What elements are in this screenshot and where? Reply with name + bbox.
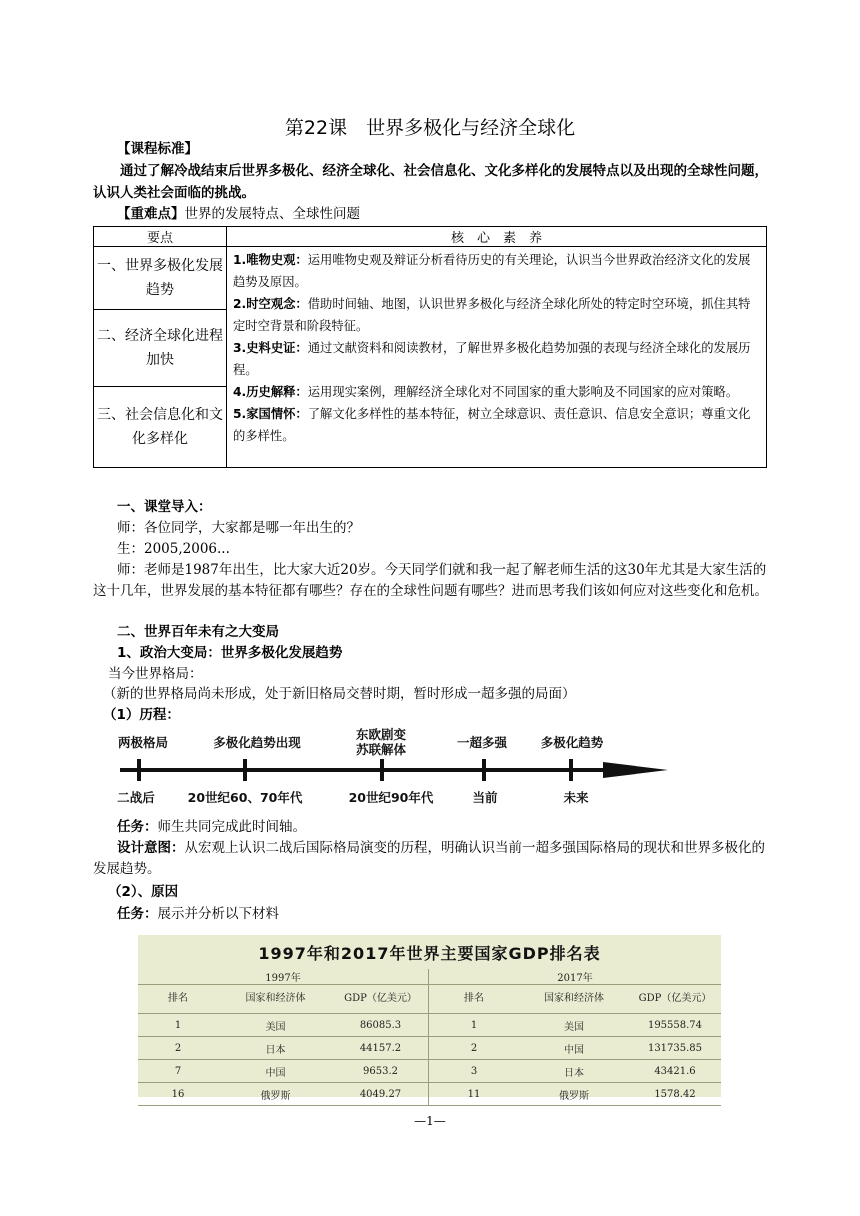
timeline-top-label: 东欧剧变 — [355, 727, 407, 742]
header-rank: 排名 — [138, 985, 218, 1014]
dialog-teacher-1: 师：各位同学，大家都是哪一年出生的？ — [117, 520, 360, 536]
timeline-bottom-label: 二战后 — [117, 790, 155, 805]
pattern-note: （新的世界格局尚未形成，处于新旧格局交替时期，暂时形成一超多强的局面） — [103, 686, 576, 702]
task2 — [117, 904, 797, 924]
task1-label: 任务： — [117, 819, 158, 835]
standard-heading: 【课程标准】 — [117, 141, 198, 157]
timeline-arrow — [603, 762, 668, 778]
literacy-4: 4.历史解释：运用现实案例，理解经济全球化对不同国家的重大影响及不同国家的应对策略。 — [233, 385, 739, 399]
section2-heading: 二、世界百年未有之大变局 — [117, 624, 279, 640]
col-header-literacy: 核 心 素 养 — [227, 227, 767, 247]
header-rank: 排名 — [429, 985, 520, 1014]
table-row: 7 中国 9653.2 3 日本 43421.6 — [138, 1060, 721, 1083]
design-label: 设计意图： — [117, 840, 185, 856]
standard-text: 通过了解冷战结束后世界多极化、经济全球化、社会信息化、文化多样化的发展特点以及出现的全球性问题，认识人类社会面临的挑战。 — [93, 163, 768, 201]
history-label: （1）历程： — [103, 707, 180, 723]
gdp-table — [138, 969, 721, 1106]
gdp-table-title: 1997年和2017年世界主要国家GDP排名表 — [258, 944, 601, 963]
year-2017: 2017年 — [429, 969, 722, 985]
header-country: 国家和经济体 — [218, 985, 333, 1014]
design-intent — [93, 838, 773, 880]
table-row: 16 俄罗斯 4049.27 11 俄罗斯 1578.42 — [138, 1083, 721, 1106]
literacy-2: 2.时空观念：借助时间轴、地图，认识世界多极化与经济全球化所处的特定时空环境，抓住其特定时空背景和阶段特征。 — [233, 297, 751, 333]
timeline-top-label: 多极化趋势出现 — [213, 735, 301, 750]
current-pattern: 当今世界格局： — [108, 666, 203, 682]
table-row: 2 日本 44157.2 2 中国 131735.85 — [138, 1037, 721, 1060]
timeline-bottom-label: 未来 — [563, 790, 589, 805]
header-country: 国家和经济体 — [519, 985, 629, 1014]
timeline-tick — [137, 759, 141, 781]
literacy-cell — [227, 247, 767, 468]
core-literacy-table — [93, 226, 767, 468]
year-1997: 1997年 — [138, 969, 429, 985]
design-text: 从宏观上认识二战后国际格局演变的历程，明确认识当前一超多强国际格局的现状和世界多极化的发展趋势。 — [93, 840, 765, 877]
timeline-top-label: 一超多强 — [456, 735, 508, 750]
timeline-top-label: 两极格局 — [117, 735, 169, 750]
point-3: 三、社会信息化和文化多样化 — [94, 387, 227, 468]
timeline-diagram — [108, 722, 678, 812]
timeline-tick — [569, 759, 573, 781]
key-points — [117, 204, 797, 224]
timeline-bottom-label: 当前 — [472, 790, 498, 805]
literacy-1: 1.唯物史观：运用唯物史观及辩证分析看待历史的有关理论，认识当今世界政治经济文化的发展趋势及原因。 — [233, 253, 751, 289]
section1-heading: 一、课堂导入： — [117, 499, 212, 515]
task1 — [117, 817, 797, 837]
page-number: —1— — [414, 1114, 446, 1128]
dialog-teacher-2: 师：老师是1987年出生，比大家大近20岁。今天同学们就和我一起了解老师生活的这30年尤其是大家生活的这十几年，世界发展的基本特征都有哪些？存在的全球性问题有哪些？进而思考我们该如何应对这些变化和危机。 — [93, 562, 768, 599]
reason-heading: （2）、原因 — [108, 884, 179, 900]
literacy-3: 3.史料史证：通过文献资料和阅读教材，了解世界多极化趋势加强的表现与经济全球化的发展历程。 — [233, 341, 751, 377]
timeline-tick — [482, 759, 486, 781]
header-gdp: GDP（亿美元） — [629, 985, 721, 1014]
timeline-top-label: 苏联解体 — [355, 742, 407, 757]
table-row: 1 美国 86085.3 1 美国 195558.74 — [138, 1014, 721, 1037]
timeline-tick — [380, 759, 384, 781]
task1-text: 师生共同完成此时间轴。 — [157, 819, 306, 835]
task2-text: 展示并分析以下材料 — [157, 906, 279, 922]
timeline-tick — [243, 759, 247, 781]
literacy-5: 5.家国情怀：了解文化多样性的基本特征，树立全球意识、责任意识、信息安全意识；尊重文化的多样性。 — [233, 407, 751, 443]
timeline-bottom-label: 20世纪60、70年代 — [187, 790, 303, 805]
dialog-student: 生：2005,2006... — [117, 541, 230, 557]
point-2: 二、经济全球化进程加快 — [94, 310, 227, 387]
key-points-label: 【重难点】 — [117, 206, 185, 222]
gdp-ranking-image — [138, 935, 721, 1102]
point-1: 一、世界多极化发展趋势 — [94, 247, 227, 310]
header-gdp: GDP（亿美元） — [333, 985, 429, 1014]
key-points-text: 世界的发展特点、全球性问题 — [184, 206, 360, 222]
timeline-top-label: 多极化趋势 — [540, 735, 604, 750]
col-header-points: 要点 — [94, 227, 227, 247]
task2-label: 任务： — [117, 906, 158, 922]
sub1-heading: 1、政治大变局：世界多极化发展趋势 — [117, 645, 343, 661]
timeline-bottom-label: 20世纪90年代 — [348, 790, 434, 805]
page-title: 第22课 世界多极化与经济全球化 — [284, 117, 576, 139]
